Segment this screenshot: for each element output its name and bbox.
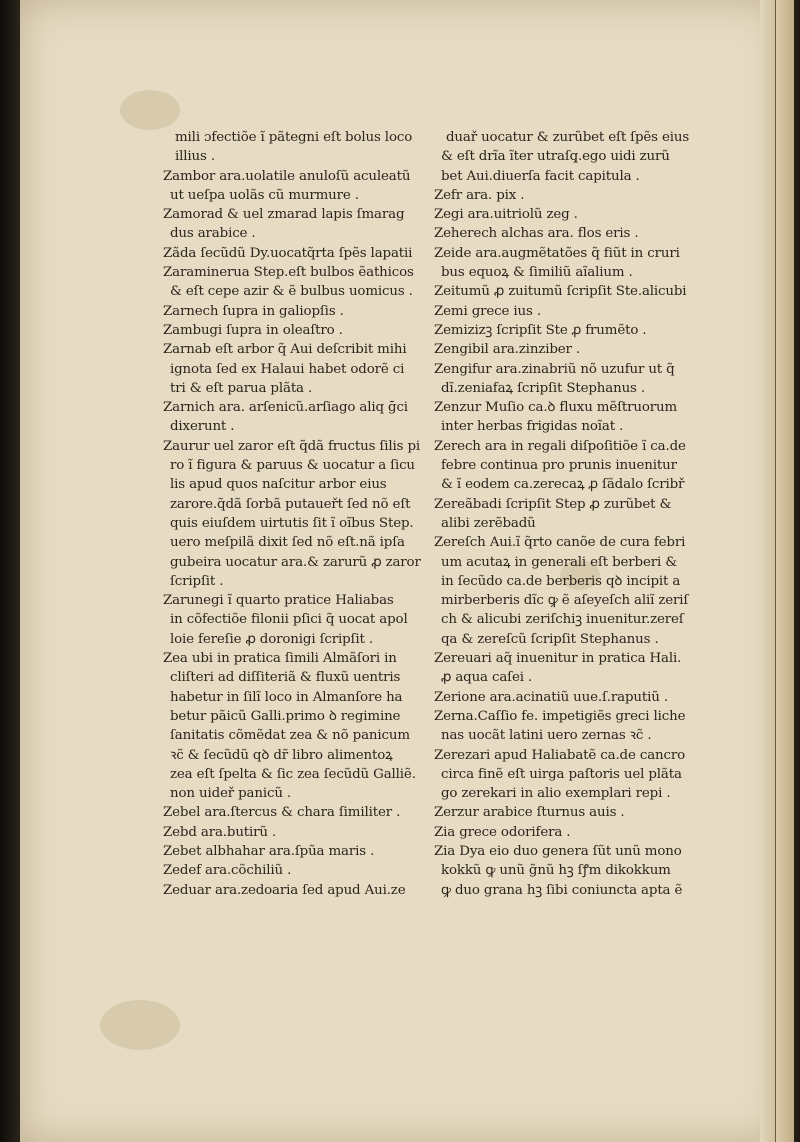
text-line: Zãda ſecũdũ Dy.uocatq̃rta ſpẽs lapatii xyxy=(163,245,413,261)
text-line: ꝓ aqua caſei . xyxy=(441,670,533,686)
text-line: Zereſch Aui.ĩ q̃rto canõe de cura febri xyxy=(434,535,686,551)
text-line: mili ɔfectiõe ĩ pãtegni eſt bolus loco xyxy=(175,130,413,145)
book-gutter xyxy=(0,0,20,1142)
text-line: Zarnab eſt arbor q̃ Aui deſcribit mihi xyxy=(163,342,407,358)
text-line: gubeira uocatur ara.& zarurũ ꝓ zaror xyxy=(170,554,421,570)
text-line: Zerzur arabice ſturnus auis . xyxy=(434,805,625,821)
text-line: ut ueſpa uolãs cũ murmure . xyxy=(170,187,359,203)
text-line: non uideř panicũ . xyxy=(170,786,292,802)
text-line: Zemi grece ius . xyxy=(434,303,541,319)
text-line: ꝙ duo grana hꝫ ſibi coniuncta apta ẽ xyxy=(441,882,683,898)
text-line: ignota ſed ex Halaui habet odorẽ ci xyxy=(170,361,405,377)
text-line: Zaurur uel zaror eſt q̃dã fructus ſilis pi xyxy=(163,438,420,454)
text-line: Zea ubi in pratica ſimili Almãſori in xyxy=(163,651,397,667)
text-line: & ĩ eodem ca.zerecaꝝ ꝓ ſãdalo ſcribř xyxy=(441,477,685,493)
text-line: Zegi ara.uitriolũ zeg . xyxy=(434,207,578,223)
text-line: Zebet albhahar ara.ſpũa maris . xyxy=(163,843,375,859)
text-line: in cõfectiõe filonii pſici q̃ uocat apol xyxy=(170,612,408,628)
text-line: Zambor ara.uolatile anuloſũ aculeatũ xyxy=(163,168,411,184)
text-line: illius . xyxy=(175,149,215,165)
text-line: circa finẽ eſt uirga paſtoris uel plãta xyxy=(441,766,682,782)
text-line: Zambugi ſupra in oleaſtro . xyxy=(163,322,343,338)
text-line: qa & zereſcũ ſcripſit Stephanus . xyxy=(441,631,659,647)
text-line: Zarnich ara. arſenicũ.arſiago aliq ḡci xyxy=(163,400,408,416)
adjacent-page-edge xyxy=(775,0,794,1142)
text-line: zarore.q̃dã ſorbã putaueřt ſed nõ eſt xyxy=(170,496,411,512)
text-line: ꝛc̃ & ſecũdũ qꝺ dr̃ libro alimentoꝝ xyxy=(170,747,393,763)
text-line: Zeduar ara.zedoaria ſed apud Aui.ze xyxy=(163,882,406,898)
text-line: Zeide ara.augmẽtatões q̃ fiũt in cruri xyxy=(434,245,680,261)
text-line: febre continua pro prunis inuenitur xyxy=(441,458,677,474)
text-line: Zia Dya eio duo genera ſũt unũ mono xyxy=(434,843,682,859)
text-line: ſcripſit . xyxy=(170,573,224,589)
text-line: go zerekari in alio exemplari repi . xyxy=(441,786,671,802)
text-line: Zerezari apud Haliabatẽ ca.de cancro xyxy=(434,747,686,763)
text-line: Zerione ara.acinatiũ uue.ſ.raputiũ . xyxy=(434,689,668,705)
text-line: cliſteri ad diſſiteriã & fluxũ uentris xyxy=(170,670,401,686)
text-line: & eſt cepe azir & ẽ bulbus uomicus . xyxy=(170,284,413,300)
text-line: Zaraminerua Step.eſt bulbos ẽathicos xyxy=(163,265,414,281)
text-line: Zereuari aq̃ inuenitur in pratica Hali. xyxy=(434,651,682,667)
text-line: ro ĩ figura & paruus & uocatur a ſicu xyxy=(170,458,415,474)
paper-stain xyxy=(120,90,180,130)
text-line: Zarunegi ĩ quarto pratice Haliabas xyxy=(163,593,394,609)
text-line: dĩ.zeniafaꝝ ſcripſit Stephanus . xyxy=(441,380,645,396)
text-line: dixerunt . xyxy=(170,419,235,435)
text-line: kokkũ ꝙ unũ g̃nũ hꝫ ſꝭm dikokkum xyxy=(441,863,671,879)
text-line: lis apud quos naſcitur arbor eius xyxy=(170,477,387,493)
text-line: Zerna.Caſſio fe. impetigiẽs greci liche xyxy=(434,708,686,724)
text-line: Zenzur Muſio ca.ꝺ fluxu mẽſtruorum xyxy=(434,400,678,416)
text-line: Zereãbadi ſcripſit Step ꝓ zurũbet & xyxy=(434,496,672,512)
text-line: Zengifur ara.zinabriũ nõ uzufur ut q̃ xyxy=(434,361,675,377)
text-line: bus equoꝝ & ſimiliũ aĩalium . xyxy=(441,265,633,281)
text-line: dus arabice . xyxy=(170,226,256,242)
text-line: quis eiuſdem uirtutis ſit ĩ oĩbus Step. xyxy=(170,515,414,531)
text-line: ſanitatis cõmẽdat zea & nõ panicum xyxy=(170,728,410,744)
text-line: habetur in ſilĩ loco in Almanſore ha xyxy=(170,689,403,705)
text-line: Zarnech ſupra in galiopſis . xyxy=(163,303,344,319)
text-line: Zerech ara in regali diſpoſitiõe ĩ ca.de xyxy=(434,438,686,454)
text-line: & eſt drĩa ĩter utraſq̧.ego uidi zurũ xyxy=(441,149,670,165)
text-line: Zedef ara.cõchiliũ . xyxy=(163,863,292,879)
left-text-column xyxy=(163,128,435,900)
text-line: Zengibil ara.zinziber . xyxy=(434,342,580,358)
text-line: zea eſt ſpelta & ſic zea ſecũdũ Galliẽ. xyxy=(170,766,416,782)
text-line: mirberberis dĩc ꝙ ẽ aſeyeſch aliĩ zeriſ xyxy=(441,593,689,609)
text-line: duař uocatur & zurũbet eſt ſpẽs eius xyxy=(446,130,690,145)
book-edge xyxy=(760,0,800,1142)
text-line: Zeitumũ ꝓ zuitumũ ſcripſit Ste.alicubi xyxy=(434,284,687,300)
text-line: uero meſpilã dixit ſed nõ eſt.nã ipſa xyxy=(170,535,405,551)
text-line: inter herbas frigidas noĩat . xyxy=(441,419,624,435)
right-text-column xyxy=(434,128,706,900)
text-line: Zebd ara.butirũ . xyxy=(163,824,277,840)
text-line: bet Aui.diuerſa facit capitula . xyxy=(441,168,640,184)
text-line: alibi zerẽbadũ xyxy=(441,515,536,531)
paper-stain xyxy=(100,1000,180,1050)
text-line: Zia grece odorifera . xyxy=(434,824,571,840)
text-line: Zamorad & uel zmarad lapis ſmarag xyxy=(163,207,405,223)
manuscript-page xyxy=(20,0,780,1142)
text-line: Zeherech alchas ara. flos eris . xyxy=(434,226,639,242)
text-line: betur pãicũ Galli.primo ꝺ regimine xyxy=(170,708,401,724)
text-line: um acutaꝝ in generali eſt berberi & xyxy=(441,554,677,570)
text-line: Zemizizꝫ ſcripſit Ste ꝓ frumẽto . xyxy=(434,322,647,338)
text-line: Zefr ara. pix . xyxy=(434,187,525,203)
text-line: in ſecũdo ca.de berberis qꝺ incipit a xyxy=(441,573,681,589)
text-line: Zebel ara.ſtercus & chara ſimiliter . xyxy=(163,805,401,821)
text-line: tri & eſt parua plãta . xyxy=(170,380,313,396)
text-line: ch & alicubi zeriſchiꝫ inuenitur.zereſ xyxy=(441,612,684,628)
text-line: loie fereſie ꝓ doronigi ſcripſit . xyxy=(170,631,373,647)
text-line: nas uocãt latini uero zernas ꝛc̃ . xyxy=(441,728,652,744)
